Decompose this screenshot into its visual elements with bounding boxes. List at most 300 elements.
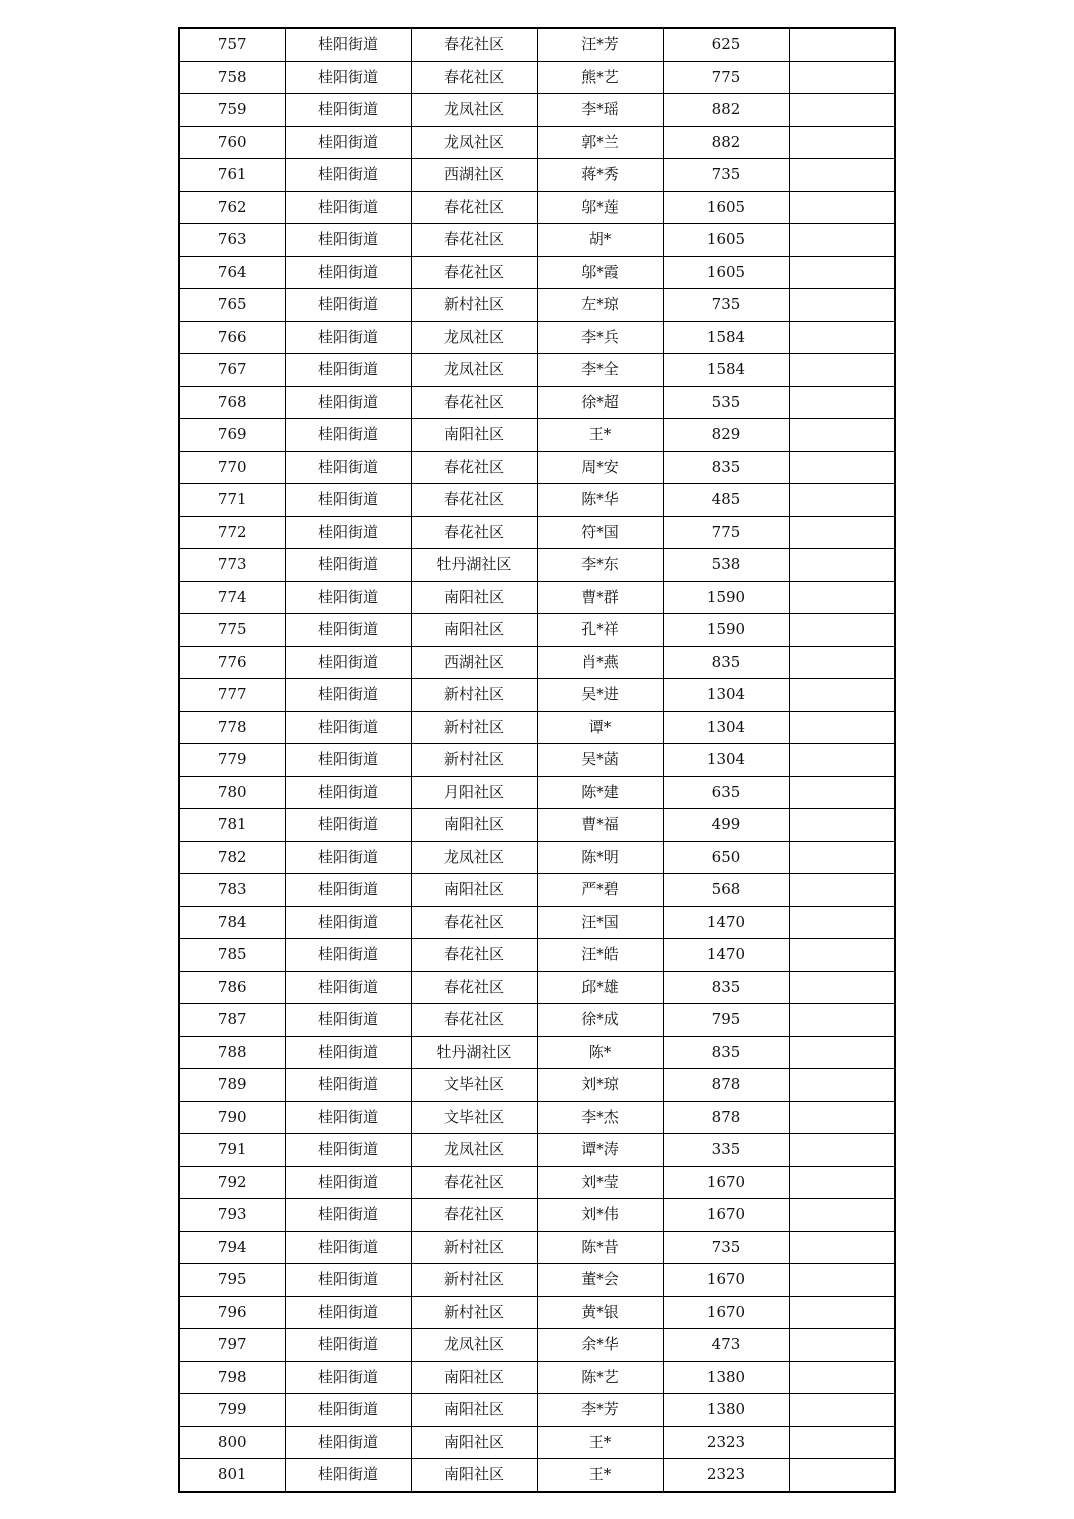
community-cell: 月阳社区 xyxy=(411,776,537,809)
amount-cell: 1584 xyxy=(663,321,789,354)
note-cell xyxy=(789,484,895,517)
street-cell: 桂阳街道 xyxy=(285,419,411,452)
note-cell xyxy=(789,711,895,744)
name-cell: 黄*银 xyxy=(537,1296,663,1329)
street-cell: 桂阳街道 xyxy=(285,1036,411,1069)
name-cell: 刘*琼 xyxy=(537,1069,663,1102)
note-cell xyxy=(789,1199,895,1232)
community-cell: 南阳社区 xyxy=(411,1394,537,1427)
table-row xyxy=(179,614,895,647)
name-cell: 徐*超 xyxy=(537,386,663,419)
street-cell: 桂阳街道 xyxy=(285,906,411,939)
name-cell: 邬*霞 xyxy=(537,256,663,289)
row-number-cell: 795 xyxy=(179,1264,285,1297)
name-cell: 陈*明 xyxy=(537,841,663,874)
row-number-cell: 776 xyxy=(179,646,285,679)
amount-cell: 335 xyxy=(663,1134,789,1167)
table-row xyxy=(179,711,895,744)
amount-cell: 568 xyxy=(663,874,789,907)
street-cell: 桂阳街道 xyxy=(285,549,411,582)
table-row xyxy=(179,1004,895,1037)
street-cell: 桂阳街道 xyxy=(285,516,411,549)
community-cell: 春花社区 xyxy=(411,28,537,61)
community-cell: 春花社区 xyxy=(411,516,537,549)
row-number-cell: 765 xyxy=(179,289,285,322)
community-cell: 文毕社区 xyxy=(411,1069,537,1102)
name-cell: 谭*涛 xyxy=(537,1134,663,1167)
row-number-cell: 796 xyxy=(179,1296,285,1329)
amount-cell: 878 xyxy=(663,1101,789,1134)
name-cell: 郭*兰 xyxy=(537,126,663,159)
table-row xyxy=(179,516,895,549)
community-cell: 龙凤社区 xyxy=(411,841,537,874)
table-row xyxy=(179,744,895,777)
table-row xyxy=(179,1264,895,1297)
amount-cell: 1304 xyxy=(663,744,789,777)
amount-cell: 735 xyxy=(663,1231,789,1264)
row-number-cell: 787 xyxy=(179,1004,285,1037)
row-number-cell: 764 xyxy=(179,256,285,289)
amount-cell: 1470 xyxy=(663,939,789,972)
amount-cell: 2323 xyxy=(663,1459,789,1492)
note-cell xyxy=(789,224,895,257)
row-number-cell: 781 xyxy=(179,809,285,842)
note-cell xyxy=(789,159,895,192)
amount-cell: 1380 xyxy=(663,1394,789,1427)
street-cell: 桂阳街道 xyxy=(285,126,411,159)
street-cell: 桂阳街道 xyxy=(285,61,411,94)
community-cell: 龙凤社区 xyxy=(411,1329,537,1362)
table-row xyxy=(179,1134,895,1167)
amount-cell: 829 xyxy=(663,419,789,452)
row-number-cell: 798 xyxy=(179,1361,285,1394)
table-row xyxy=(179,679,895,712)
street-cell: 桂阳街道 xyxy=(285,841,411,874)
amount-cell: 878 xyxy=(663,1069,789,1102)
community-cell: 春花社区 xyxy=(411,939,537,972)
note-cell xyxy=(789,94,895,127)
note-cell xyxy=(789,1426,895,1459)
row-number-cell: 768 xyxy=(179,386,285,419)
name-cell: 邬*莲 xyxy=(537,191,663,224)
amount-cell: 1590 xyxy=(663,614,789,647)
amount-cell: 1304 xyxy=(663,711,789,744)
name-cell: 邱*雄 xyxy=(537,971,663,1004)
name-cell: 陈*建 xyxy=(537,776,663,809)
row-number-cell: 773 xyxy=(179,549,285,582)
note-cell xyxy=(789,1101,895,1134)
row-number-cell: 784 xyxy=(179,906,285,939)
table-row xyxy=(179,1296,895,1329)
row-number-cell: 766 xyxy=(179,321,285,354)
note-cell xyxy=(789,419,895,452)
note-cell xyxy=(789,679,895,712)
street-cell: 桂阳街道 xyxy=(285,484,411,517)
amount-cell: 1670 xyxy=(663,1199,789,1232)
street-cell: 桂阳街道 xyxy=(285,939,411,972)
name-cell: 熊*艺 xyxy=(537,61,663,94)
row-number-cell: 786 xyxy=(179,971,285,1004)
table-row xyxy=(179,1394,895,1427)
street-cell: 桂阳街道 xyxy=(285,1394,411,1427)
note-cell xyxy=(789,1361,895,1394)
community-cell: 西湖社区 xyxy=(411,159,537,192)
table-row xyxy=(179,224,895,257)
row-number-cell: 762 xyxy=(179,191,285,224)
community-cell: 新村社区 xyxy=(411,1296,537,1329)
row-number-cell: 779 xyxy=(179,744,285,777)
row-number-cell: 794 xyxy=(179,1231,285,1264)
note-cell xyxy=(789,1036,895,1069)
table-row xyxy=(179,61,895,94)
row-number-cell: 774 xyxy=(179,581,285,614)
note-cell xyxy=(789,321,895,354)
note-cell xyxy=(789,939,895,972)
table-row xyxy=(179,971,895,1004)
amount-cell: 835 xyxy=(663,971,789,1004)
street-cell: 桂阳街道 xyxy=(285,679,411,712)
street-cell: 桂阳街道 xyxy=(285,1134,411,1167)
note-cell xyxy=(789,1296,895,1329)
table-row xyxy=(179,94,895,127)
table-row xyxy=(179,451,895,484)
name-cell: 陈*华 xyxy=(537,484,663,517)
note-cell xyxy=(789,874,895,907)
amount-cell: 1670 xyxy=(663,1264,789,1297)
amount-cell: 485 xyxy=(663,484,789,517)
row-number-cell: 785 xyxy=(179,939,285,972)
street-cell: 桂阳街道 xyxy=(285,614,411,647)
table-row xyxy=(179,939,895,972)
name-cell: 谭* xyxy=(537,711,663,744)
table-row xyxy=(179,549,895,582)
community-cell: 春花社区 xyxy=(411,224,537,257)
note-cell xyxy=(789,516,895,549)
table-row xyxy=(179,841,895,874)
table-row xyxy=(179,191,895,224)
row-number-cell: 789 xyxy=(179,1069,285,1102)
table-row xyxy=(179,1036,895,1069)
street-cell: 桂阳街道 xyxy=(285,874,411,907)
community-cell: 春花社区 xyxy=(411,386,537,419)
table-row xyxy=(179,354,895,387)
amount-cell: 835 xyxy=(663,1036,789,1069)
table-row xyxy=(179,1166,895,1199)
row-number-cell: 791 xyxy=(179,1134,285,1167)
table-row xyxy=(179,419,895,452)
name-cell: 董*会 xyxy=(537,1264,663,1297)
street-cell: 桂阳街道 xyxy=(285,971,411,1004)
street-cell: 桂阳街道 xyxy=(285,1004,411,1037)
name-cell: 曹*群 xyxy=(537,581,663,614)
street-cell: 桂阳街道 xyxy=(285,1296,411,1329)
row-number-cell: 775 xyxy=(179,614,285,647)
community-cell: 春花社区 xyxy=(411,906,537,939)
name-cell: 王* xyxy=(537,1459,663,1492)
name-cell: 刘*莹 xyxy=(537,1166,663,1199)
street-cell: 桂阳街道 xyxy=(285,1264,411,1297)
amount-cell: 535 xyxy=(663,386,789,419)
row-number-cell: 771 xyxy=(179,484,285,517)
name-cell: 汪*芳 xyxy=(537,28,663,61)
note-cell xyxy=(789,1329,895,1362)
table-row xyxy=(179,289,895,322)
note-cell xyxy=(789,744,895,777)
table-row xyxy=(179,776,895,809)
community-cell: 南阳社区 xyxy=(411,874,537,907)
community-cell: 春花社区 xyxy=(411,61,537,94)
note-cell xyxy=(789,1231,895,1264)
table-row xyxy=(179,321,895,354)
note-cell xyxy=(789,1069,895,1102)
note-cell xyxy=(789,61,895,94)
street-cell: 桂阳街道 xyxy=(285,744,411,777)
name-cell: 陈*艺 xyxy=(537,1361,663,1394)
community-cell: 新村社区 xyxy=(411,1231,537,1264)
street-cell: 桂阳街道 xyxy=(285,776,411,809)
community-cell: 龙凤社区 xyxy=(411,126,537,159)
row-number-cell: 761 xyxy=(179,159,285,192)
amount-cell: 2323 xyxy=(663,1426,789,1459)
name-cell: 周*安 xyxy=(537,451,663,484)
community-cell: 新村社区 xyxy=(411,1264,537,1297)
records-table xyxy=(178,27,896,1493)
row-number-cell: 770 xyxy=(179,451,285,484)
street-cell: 桂阳街道 xyxy=(285,94,411,127)
street-cell: 桂阳街道 xyxy=(285,646,411,679)
name-cell: 陈* xyxy=(537,1036,663,1069)
table-row xyxy=(179,1426,895,1459)
row-number-cell: 793 xyxy=(179,1199,285,1232)
name-cell: 王* xyxy=(537,1426,663,1459)
community-cell: 南阳社区 xyxy=(411,614,537,647)
community-cell: 南阳社区 xyxy=(411,419,537,452)
street-cell: 桂阳街道 xyxy=(285,581,411,614)
table-row xyxy=(179,874,895,907)
row-number-cell: 763 xyxy=(179,224,285,257)
table-row xyxy=(179,1101,895,1134)
community-cell: 新村社区 xyxy=(411,289,537,322)
name-cell: 曹*福 xyxy=(537,809,663,842)
community-cell: 南阳社区 xyxy=(411,581,537,614)
note-cell xyxy=(789,1394,895,1427)
row-number-cell: 772 xyxy=(179,516,285,549)
community-cell: 南阳社区 xyxy=(411,1426,537,1459)
street-cell: 桂阳街道 xyxy=(285,159,411,192)
row-number-cell: 758 xyxy=(179,61,285,94)
name-cell: 王* xyxy=(537,419,663,452)
amount-cell: 1605 xyxy=(663,256,789,289)
row-number-cell: 767 xyxy=(179,354,285,387)
amount-cell: 835 xyxy=(663,451,789,484)
note-cell xyxy=(789,386,895,419)
row-number-cell: 788 xyxy=(179,1036,285,1069)
row-number-cell: 800 xyxy=(179,1426,285,1459)
name-cell: 汪*国 xyxy=(537,906,663,939)
row-number-cell: 801 xyxy=(179,1459,285,1492)
street-cell: 桂阳街道 xyxy=(285,386,411,419)
community-cell: 牡丹湖社区 xyxy=(411,1036,537,1069)
name-cell: 吴*菡 xyxy=(537,744,663,777)
community-cell: 龙凤社区 xyxy=(411,1134,537,1167)
row-number-cell: 760 xyxy=(179,126,285,159)
street-cell: 桂阳街道 xyxy=(285,1101,411,1134)
name-cell: 李*兵 xyxy=(537,321,663,354)
row-number-cell: 780 xyxy=(179,776,285,809)
row-number-cell: 778 xyxy=(179,711,285,744)
street-cell: 桂阳街道 xyxy=(285,289,411,322)
name-cell: 左*琼 xyxy=(537,289,663,322)
amount-cell: 775 xyxy=(663,516,789,549)
amount-cell: 650 xyxy=(663,841,789,874)
note-cell xyxy=(789,1166,895,1199)
note-cell xyxy=(789,354,895,387)
note-cell xyxy=(789,1004,895,1037)
table-row xyxy=(179,28,895,61)
name-cell: 吴*进 xyxy=(537,679,663,712)
amount-cell: 1304 xyxy=(663,679,789,712)
note-cell xyxy=(789,809,895,842)
table-row xyxy=(179,1069,895,1102)
name-cell: 符*国 xyxy=(537,516,663,549)
amount-cell: 538 xyxy=(663,549,789,582)
street-cell: 桂阳街道 xyxy=(285,451,411,484)
note-cell xyxy=(789,126,895,159)
community-cell: 春花社区 xyxy=(411,451,537,484)
row-number-cell: 757 xyxy=(179,28,285,61)
amount-cell: 775 xyxy=(663,61,789,94)
name-cell: 蒋*秀 xyxy=(537,159,663,192)
street-cell: 桂阳街道 xyxy=(285,1361,411,1394)
row-number-cell: 790 xyxy=(179,1101,285,1134)
table-row xyxy=(179,1199,895,1232)
community-cell: 春花社区 xyxy=(411,191,537,224)
community-cell: 春花社区 xyxy=(411,256,537,289)
note-cell xyxy=(789,549,895,582)
community-cell: 龙凤社区 xyxy=(411,94,537,127)
records-table-body xyxy=(179,28,895,1492)
note-cell xyxy=(789,451,895,484)
note-cell xyxy=(789,581,895,614)
community-cell: 春花社区 xyxy=(411,1004,537,1037)
amount-cell: 735 xyxy=(663,159,789,192)
amount-cell: 735 xyxy=(663,289,789,322)
note-cell xyxy=(789,906,895,939)
table-row xyxy=(179,159,895,192)
community-cell: 牡丹湖社区 xyxy=(411,549,537,582)
amount-cell: 625 xyxy=(663,28,789,61)
note-cell xyxy=(789,646,895,679)
name-cell: 胡* xyxy=(537,224,663,257)
note-cell xyxy=(789,191,895,224)
amount-cell: 1670 xyxy=(663,1166,789,1199)
name-cell: 李*杰 xyxy=(537,1101,663,1134)
table-row xyxy=(179,386,895,419)
community-cell: 文毕社区 xyxy=(411,1101,537,1134)
table-row xyxy=(179,126,895,159)
table-row xyxy=(179,1231,895,1264)
table-row xyxy=(179,256,895,289)
street-cell: 桂阳街道 xyxy=(285,711,411,744)
note-cell xyxy=(789,614,895,647)
note-cell xyxy=(789,971,895,1004)
community-cell: 南阳社区 xyxy=(411,1361,537,1394)
note-cell xyxy=(789,776,895,809)
amount-cell: 835 xyxy=(663,646,789,679)
name-cell: 李*东 xyxy=(537,549,663,582)
street-cell: 桂阳街道 xyxy=(285,1069,411,1102)
street-cell: 桂阳街道 xyxy=(285,1166,411,1199)
street-cell: 桂阳街道 xyxy=(285,1459,411,1492)
name-cell: 汪*皓 xyxy=(537,939,663,972)
name-cell: 严*碧 xyxy=(537,874,663,907)
amount-cell: 882 xyxy=(663,94,789,127)
table-row xyxy=(179,646,895,679)
name-cell: 肖*燕 xyxy=(537,646,663,679)
amount-cell: 1590 xyxy=(663,581,789,614)
note-cell xyxy=(789,1134,895,1167)
amount-cell: 882 xyxy=(663,126,789,159)
community-cell: 龙凤社区 xyxy=(411,354,537,387)
note-cell xyxy=(789,289,895,322)
table-row xyxy=(179,484,895,517)
amount-cell: 1605 xyxy=(663,191,789,224)
street-cell: 桂阳街道 xyxy=(285,1199,411,1232)
community-cell: 春花社区 xyxy=(411,484,537,517)
street-cell: 桂阳街道 xyxy=(285,191,411,224)
name-cell: 李*芳 xyxy=(537,1394,663,1427)
row-number-cell: 792 xyxy=(179,1166,285,1199)
note-cell xyxy=(789,256,895,289)
amount-cell: 1470 xyxy=(663,906,789,939)
name-cell: 李*瑶 xyxy=(537,94,663,127)
community-cell: 新村社区 xyxy=(411,679,537,712)
note-cell xyxy=(789,1264,895,1297)
amount-cell: 1380 xyxy=(663,1361,789,1394)
name-cell: 孔*祥 xyxy=(537,614,663,647)
amount-cell: 1605 xyxy=(663,224,789,257)
amount-cell: 499 xyxy=(663,809,789,842)
amount-cell: 1670 xyxy=(663,1296,789,1329)
street-cell: 桂阳街道 xyxy=(285,256,411,289)
table-row xyxy=(179,581,895,614)
table-row xyxy=(179,906,895,939)
community-cell: 春花社区 xyxy=(411,1166,537,1199)
row-number-cell: 783 xyxy=(179,874,285,907)
name-cell: 李*全 xyxy=(537,354,663,387)
name-cell: 陈*昔 xyxy=(537,1231,663,1264)
name-cell: 余*华 xyxy=(537,1329,663,1362)
street-cell: 桂阳街道 xyxy=(285,321,411,354)
note-cell xyxy=(789,28,895,61)
community-cell: 春花社区 xyxy=(411,1199,537,1232)
amount-cell: 473 xyxy=(663,1329,789,1362)
community-cell: 春花社区 xyxy=(411,971,537,1004)
name-cell: 刘*伟 xyxy=(537,1199,663,1232)
amount-cell: 1584 xyxy=(663,354,789,387)
table-row xyxy=(179,809,895,842)
street-cell: 桂阳街道 xyxy=(285,1329,411,1362)
row-number-cell: 782 xyxy=(179,841,285,874)
community-cell: 新村社区 xyxy=(411,744,537,777)
amount-cell: 795 xyxy=(663,1004,789,1037)
street-cell: 桂阳街道 xyxy=(285,1231,411,1264)
table-row xyxy=(179,1361,895,1394)
community-cell: 西湖社区 xyxy=(411,646,537,679)
table-row xyxy=(179,1459,895,1492)
street-cell: 桂阳街道 xyxy=(285,354,411,387)
community-cell: 南阳社区 xyxy=(411,809,537,842)
